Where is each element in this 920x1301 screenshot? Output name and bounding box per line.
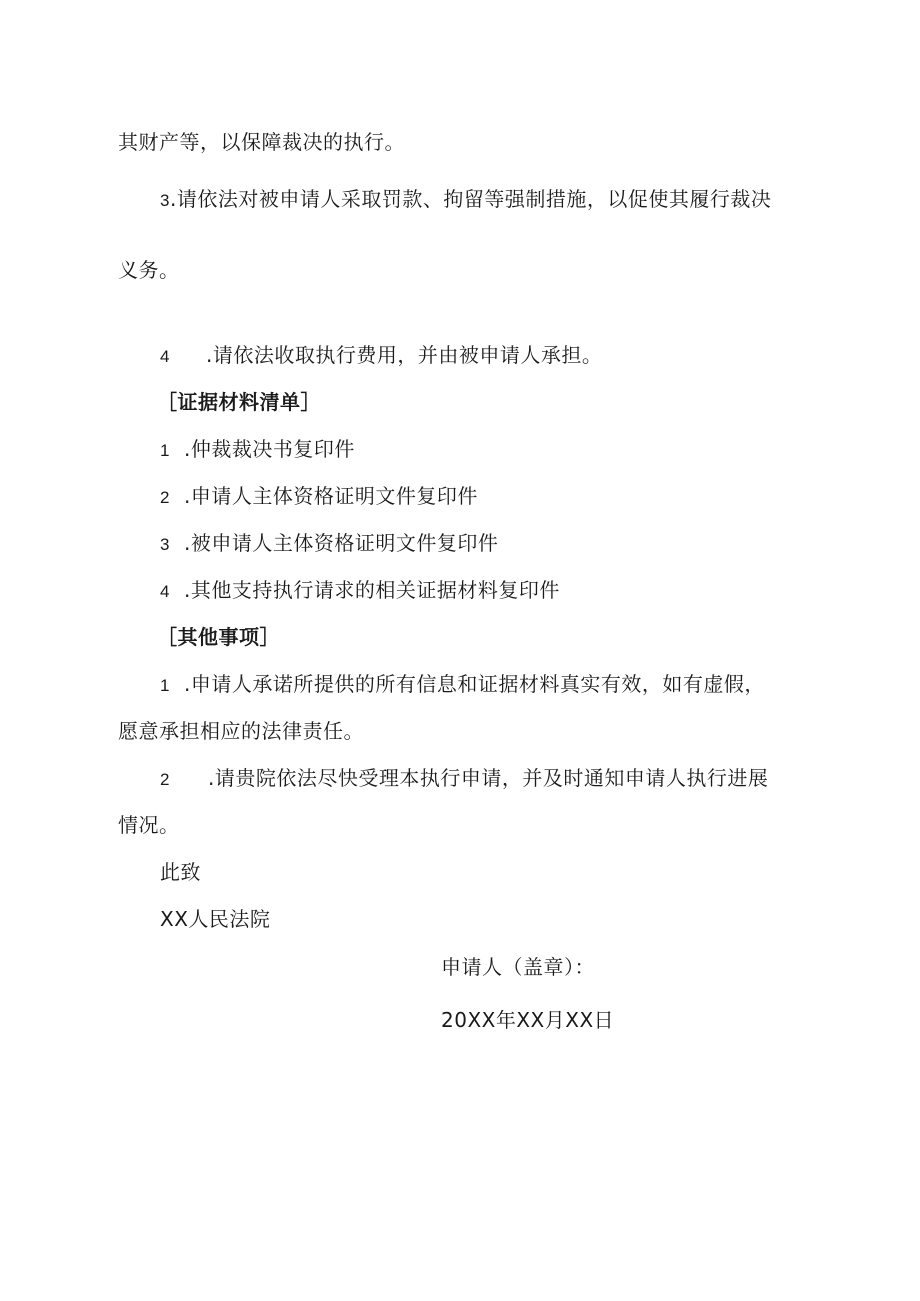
evidence-item — [160, 531, 498, 557]
evidence-item — [160, 437, 355, 463]
item-text: .请依法对被申请人采取罚款、拘留等强制措施，以促使其履行裁决 — [169, 187, 772, 211]
item-number: 4 — [160, 347, 170, 366]
evidence-item — [160, 578, 560, 604]
evidence-heading: ［证据材料清单］ — [157, 390, 321, 414]
other-item-1-continuation: 愿意承担相应的法律责任。 — [118, 719, 364, 743]
other-item-2-continuation: 情况。 — [118, 813, 180, 837]
request-item-4 — [160, 343, 602, 369]
item-number: 1 — [160, 441, 170, 460]
item-number: 3 — [160, 191, 170, 210]
item-text: .被申请人主体资格证明文件复印件 — [183, 531, 499, 555]
item-number: 1 — [160, 676, 170, 695]
request-item-3 — [160, 187, 771, 213]
other-item-1 — [160, 672, 765, 698]
date-line: 20XX年XX月XX日 — [441, 1008, 615, 1032]
court-name: XX人民法院 — [160, 907, 271, 931]
item-number: 4 — [160, 582, 170, 601]
other-item-2 — [160, 766, 768, 792]
other-matters-heading: ［其他事项］ — [157, 625, 280, 649]
item-text: .申请人主体资格证明文件复印件 — [183, 484, 478, 508]
item-text: .其他支持执行请求的相关证据材料复印件 — [183, 578, 560, 602]
salutation: 此致 — [160, 860, 201, 884]
request-item-3-continuation: 义务。 — [118, 258, 180, 282]
item-text: .请贵院依法尽快受理本执行申请，并及时通知申请人执行进展 — [207, 766, 769, 790]
evidence-item — [160, 484, 478, 510]
item-number: 2 — [160, 488, 170, 507]
applicant-signature-label: 申请人（盖章）： — [441, 955, 595, 979]
item-number: 3 — [160, 535, 170, 554]
paragraph-continuation: 其财产等，以保障裁决的执行。 — [118, 130, 405, 154]
item-number: 2 — [160, 770, 170, 789]
item-text: .仲裁裁决书复印件 — [183, 437, 355, 461]
item-text: .申请人承诺所提供的所有信息和证据材料真实有效，如有虚假， — [183, 672, 765, 696]
item-text: .请依法收取执行费用，并由被申请人承担。 — [205, 343, 603, 367]
